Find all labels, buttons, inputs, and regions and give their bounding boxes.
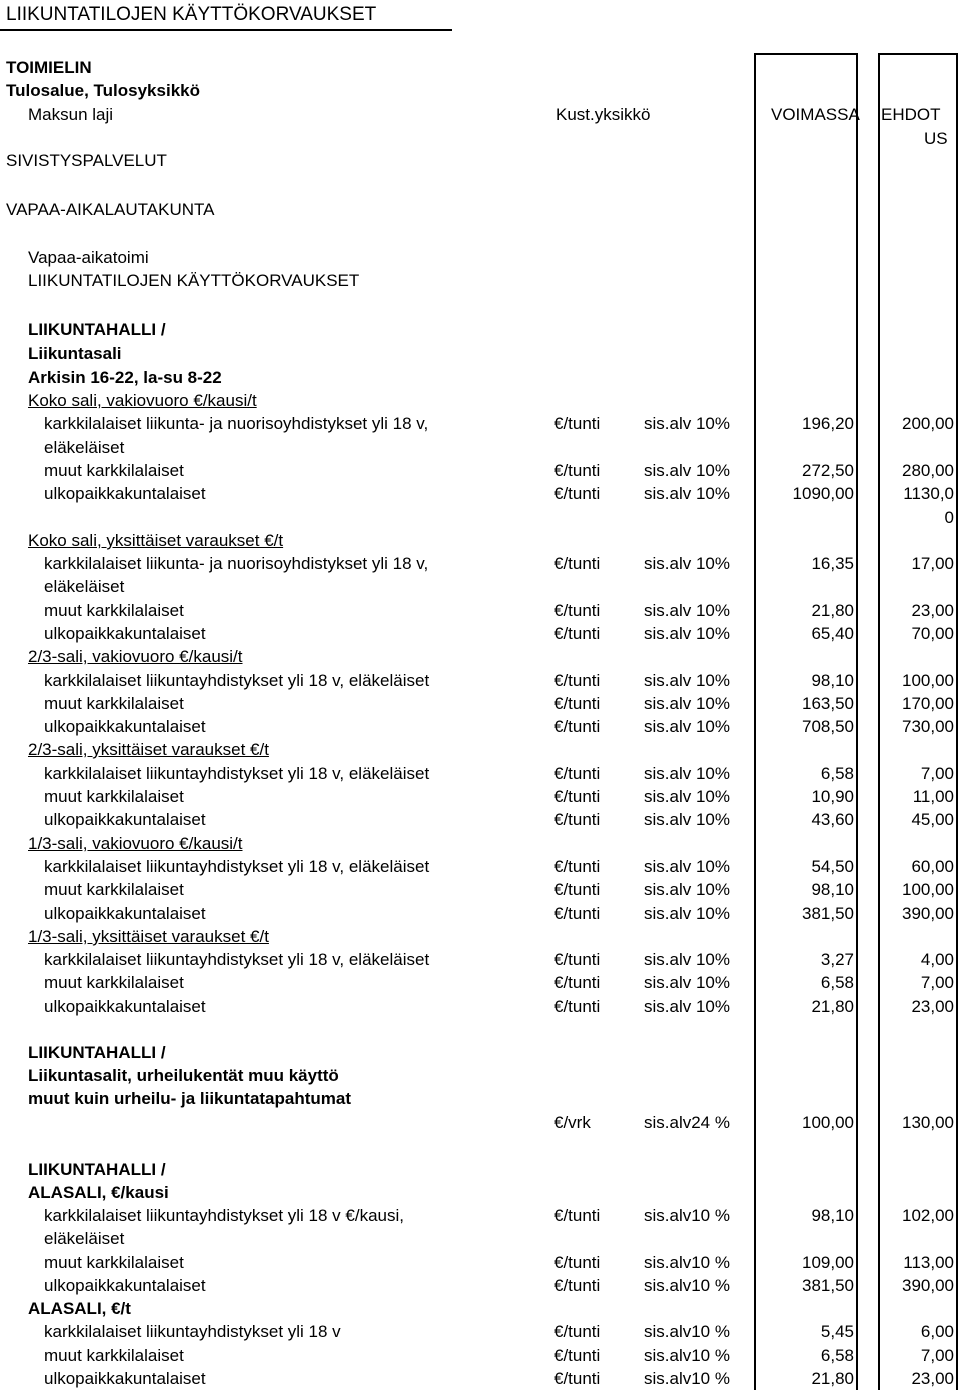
fee-current-price: 54,50	[811, 857, 854, 876]
fee-current-price: 98,10	[811, 1206, 854, 1225]
fee-label: ulkopaikkakuntalaiset	[44, 1276, 206, 1295]
fee-current-price: 163,50	[802, 694, 854, 713]
fee-proposed-price: 7,00	[920, 1346, 954, 1365]
fee-current-price: 3,27	[820, 950, 854, 969]
fee-unit: €/tunti	[554, 1206, 601, 1225]
fee-label: karkkilalaiset liikunta- ja nuorisoyhdistykset yli 18 v,	[44, 554, 429, 573]
fee-proposed-price: 113,00	[903, 1253, 954, 1272]
fee-label: muut karkkilalaiset	[44, 694, 184, 713]
fee-vat: sis.alv10 %	[644, 1346, 730, 1365]
fee-label: karkkilalaiset liikuntayhdistykset yli 18 v €/kausi,	[44, 1206, 404, 1225]
fee-vat: sis.alv 10%	[644, 857, 730, 876]
fee-current-price: 21,80	[811, 997, 854, 1016]
fee-label: ulkopaikkakuntalaiset	[44, 1369, 206, 1388]
department-heading: SIVISTYSPALVELUT	[6, 151, 167, 170]
fee-label: karkkilalaiset liikuntayhdistykset yli 18 v, eläkeläiset	[44, 950, 430, 969]
fee-current-price: 1090,00	[792, 484, 854, 503]
section1-heading-line3: Arkisin 16-22, la-su 8-22	[28, 368, 222, 387]
fee-current-price: 21,80	[811, 1369, 854, 1388]
fee-vat: sis.alv 10%	[644, 973, 730, 992]
fee-proposed-price: 45,00	[911, 810, 954, 829]
fee-vat: sis.alv 10%	[644, 694, 730, 713]
fee-vat: sis.alv 10%	[644, 764, 730, 783]
fee-proposed-price: 17,00	[911, 554, 954, 573]
fee-unit: €/tunti	[554, 694, 601, 713]
fee-label: karkkilalaiset liikuntayhdistykset yli 18 v, eläkeläiset	[44, 671, 430, 690]
fee-label-continued: eläkeläiset	[44, 438, 125, 457]
fee-unit: €/tunti	[554, 717, 601, 736]
fee-vat: sis.alv 10%	[644, 810, 730, 829]
fee-vat: sis.alv10 %	[644, 1322, 730, 1341]
fee-unit: €/tunti	[554, 671, 601, 690]
fee-vat: sis.alv10 %	[644, 1276, 730, 1295]
fee-proposed-price: 390,00	[902, 904, 954, 923]
fee-current-price: 16,35	[811, 554, 854, 573]
section1-heading-line1: LIIKUNTAHALLI /	[28, 320, 166, 339]
fee-label: muut karkkilalaiset	[44, 601, 184, 620]
fee-proposed-price: 100,00	[902, 671, 954, 690]
fee-current-price: 43,60	[811, 810, 854, 829]
section2-unit: €/vrk	[554, 1113, 591, 1132]
fee-current-price: 6,58	[820, 1346, 854, 1365]
col-header-ehdotus-line1: EHDOT	[881, 105, 941, 124]
col-header-voimassa: VOIMASSA	[771, 105, 860, 124]
fee-proposed-price: 200,00	[902, 414, 954, 433]
fee-label: ulkopaikkakuntalaiset	[44, 904, 206, 923]
fee-proposed-price: 7,00	[920, 764, 954, 783]
fee-unit: €/tunti	[554, 414, 601, 433]
fee-unit: €/tunti	[554, 484, 601, 503]
fee-current-price: 10,90	[811, 787, 854, 806]
fee-unit: €/tunti	[554, 554, 601, 573]
col-header-ehdotus-line2: US	[924, 129, 948, 148]
fee-proposed-price: 6,00	[920, 1322, 954, 1341]
subsection-heading: 1/3-sali, yksittäiset varaukset €/t	[28, 927, 269, 946]
fee-label: ulkopaikkakuntalaiset	[44, 624, 206, 643]
fee-vat: sis.alv 10%	[644, 484, 730, 503]
col-voimassa-top-border	[754, 53, 858, 55]
fee-unit: €/tunti	[554, 461, 601, 480]
fee-label: karkkilalaiset liikuntayhdistykset yli 18 v	[44, 1322, 341, 1341]
fee-proposed-price: 11,00	[912, 787, 954, 806]
fee-label: muut karkkilalaiset	[44, 1253, 184, 1272]
fee-proposed-price: 7,00	[920, 973, 954, 992]
maksun-laji-label: Maksun laji	[28, 105, 114, 124]
fee-vat: sis.alv 10%	[644, 787, 730, 806]
fee-vat: sis.alv10 %	[644, 1369, 730, 1388]
section2-heading-line1: LIIKUNTAHALLI /	[28, 1043, 166, 1062]
fee-label: ulkopaikkakuntalaiset	[44, 810, 206, 829]
fee-label-continued: eläkeläiset	[44, 1229, 125, 1248]
fee-unit: €/tunti	[554, 764, 601, 783]
fee-proposed-price: 170,00	[902, 694, 954, 713]
fee-current-price: 21,80	[811, 601, 854, 620]
fee-current-price: 6,58	[820, 764, 854, 783]
fee-vat: sis.alv 10%	[644, 671, 730, 690]
fee-proposed-price: 280,00	[902, 461, 954, 480]
fee-current-price: 109,00	[802, 1253, 854, 1272]
fee-label: ulkopaikkakuntalaiset	[44, 484, 206, 503]
fee-unit: €/tunti	[554, 904, 601, 923]
tulosalue-label: Tulosalue, Tulosyksikkö	[6, 81, 200, 100]
fee-unit: €/tunti	[554, 997, 601, 1016]
subsection-heading: 2/3-sali, vakiovuoro €/kausi/t	[28, 647, 243, 666]
fee-proposed-price: 100,00	[902, 880, 954, 899]
section3-heading-line1: LIIKUNTAHALLI /	[28, 1160, 166, 1179]
board-heading: VAPAA-AIKALAUTAKUNTA	[6, 200, 215, 219]
fee-proposed-price-continued: 0	[944, 508, 954, 527]
fee-unit: €/tunti	[554, 1346, 601, 1365]
fee-current-price: 98,10	[811, 880, 854, 899]
fee-unit: €/tunti	[554, 1369, 601, 1388]
fee-unit: €/tunti	[554, 950, 601, 969]
subsection-heading: Koko sali, yksittäiset varaukset €/t	[28, 531, 284, 550]
fee-current-price: 65,40	[811, 624, 854, 643]
fee-vat: sis.alv 10%	[644, 950, 730, 969]
section2-heading-line3: muut kuin urheilu- ja liikuntatapahtumat	[28, 1089, 352, 1108]
subsection-heading: ALASALI, €/t	[28, 1299, 131, 1318]
subsection-heading: 1/3-sali, vakiovuoro €/kausi/t	[28, 834, 243, 853]
fee-label: karkkilalaiset liikuntayhdistykset yli 18 v, eläkeläiset	[44, 857, 430, 876]
section2-vat: sis.alv24 %	[644, 1113, 730, 1132]
fee-unit: €/tunti	[554, 787, 601, 806]
fee-vat: sis.alv 10%	[644, 624, 730, 643]
fee-vat: sis.alv 10%	[644, 601, 730, 620]
fee-proposed-price: 730,00	[902, 717, 954, 736]
section2-proposed-price: 130,00	[902, 1113, 954, 1132]
fee-current-price: 708,50	[802, 717, 854, 736]
fee-vat: sis.alv 10%	[644, 997, 730, 1016]
col-ehdotus-right-border	[956, 53, 958, 1390]
fee-vat: sis.alv 10%	[644, 717, 730, 736]
fee-label: ulkopaikkakuntalaiset	[44, 997, 206, 1016]
fee-unit: €/tunti	[554, 857, 601, 876]
fee-label: ulkopaikkakuntalaiset	[44, 717, 206, 736]
fee-proposed-price: 4,00	[920, 950, 954, 969]
fee-label-continued: eläkeläiset	[44, 577, 125, 596]
function-heading-line2: LIIKUNTATILOJEN KÄYTTÖKORVAUKSET	[28, 271, 360, 290]
fee-label: muut karkkilalaiset	[44, 973, 184, 992]
section1-heading-line2: Liikuntasali	[28, 344, 122, 363]
fee-current-price: 98,10	[811, 671, 854, 690]
fee-unit: €/tunti	[554, 880, 601, 899]
fee-vat: sis.alv 10%	[644, 554, 730, 573]
subsection-heading: Koko sali, vakiovuoro €/kausi/t	[28, 391, 257, 410]
fee-proposed-price: 70,00	[911, 624, 954, 643]
function-heading-line1: Vapaa-aikatoimi	[28, 248, 149, 267]
fee-current-price: 381,50	[802, 904, 854, 923]
fee-label: muut karkkilalaiset	[44, 880, 184, 899]
fee-proposed-price: 23,00	[911, 1369, 954, 1388]
fee-label: muut karkkilalaiset	[44, 787, 184, 806]
fee-label: muut karkkilalaiset	[44, 1346, 184, 1365]
fee-vat: sis.alv 10%	[644, 880, 730, 899]
fee-unit: €/tunti	[554, 624, 601, 643]
fee-unit: €/tunti	[554, 973, 601, 992]
section2-current-price: 100,00	[802, 1113, 854, 1132]
toimielin-label: TOIMIELIN	[6, 58, 92, 77]
title-underline	[0, 29, 452, 31]
fee-label: karkkilalaiset liikuntayhdistykset yli 18 v, eläkeläiset	[44, 764, 430, 783]
fee-unit: €/tunti	[554, 601, 601, 620]
section2-heading-line2: Liikuntasalit, urheilukentät muu käyttö	[28, 1066, 339, 1085]
fee-unit: €/tunti	[554, 1276, 601, 1295]
section3-heading-line2: ALASALI, €/kausi	[28, 1183, 169, 1202]
fee-current-price: 5,45	[820, 1322, 854, 1341]
col-ehdotus-top-border	[878, 53, 956, 55]
fee-unit: €/tunti	[554, 1253, 601, 1272]
fee-label: muut karkkilalaiset	[44, 461, 184, 480]
fee-proposed-price: 102,00	[902, 1206, 954, 1225]
fee-proposed-price: 23,00	[911, 997, 954, 1016]
fee-vat: sis.alv10 %	[644, 1253, 730, 1272]
fee-unit: €/tunti	[554, 810, 601, 829]
fee-unit: €/tunti	[554, 1322, 601, 1341]
fee-proposed-price: 390,00	[902, 1276, 954, 1295]
fee-label: karkkilalaiset liikunta- ja nuorisoyhdistykset yli 18 v,	[44, 414, 429, 433]
fee-vat: sis.alv 10%	[644, 904, 730, 923]
page-title: LIIKUNTATILOJEN KÄYTTÖKORVAUKSET	[6, 4, 377, 25]
subsection-heading: 2/3-sali, yksittäiset varaukset €/t	[28, 740, 269, 759]
fee-proposed-price: 60,00	[911, 857, 954, 876]
fee-vat: sis.alv 10%	[644, 414, 730, 433]
fee-current-price: 6,58	[820, 973, 854, 992]
fee-current-price: 381,50	[802, 1276, 854, 1295]
col-header-kustyksikko: Kust.yksikkö	[556, 105, 651, 124]
fee-current-price: 196,20	[802, 414, 854, 433]
fee-proposed-price: 1130,0	[903, 484, 954, 503]
fee-proposed-price: 23,00	[911, 601, 954, 620]
fee-current-price: 272,50	[802, 461, 854, 480]
fee-vat: sis.alv 10%	[644, 461, 730, 480]
fee-vat: sis.alv10 %	[644, 1206, 730, 1225]
